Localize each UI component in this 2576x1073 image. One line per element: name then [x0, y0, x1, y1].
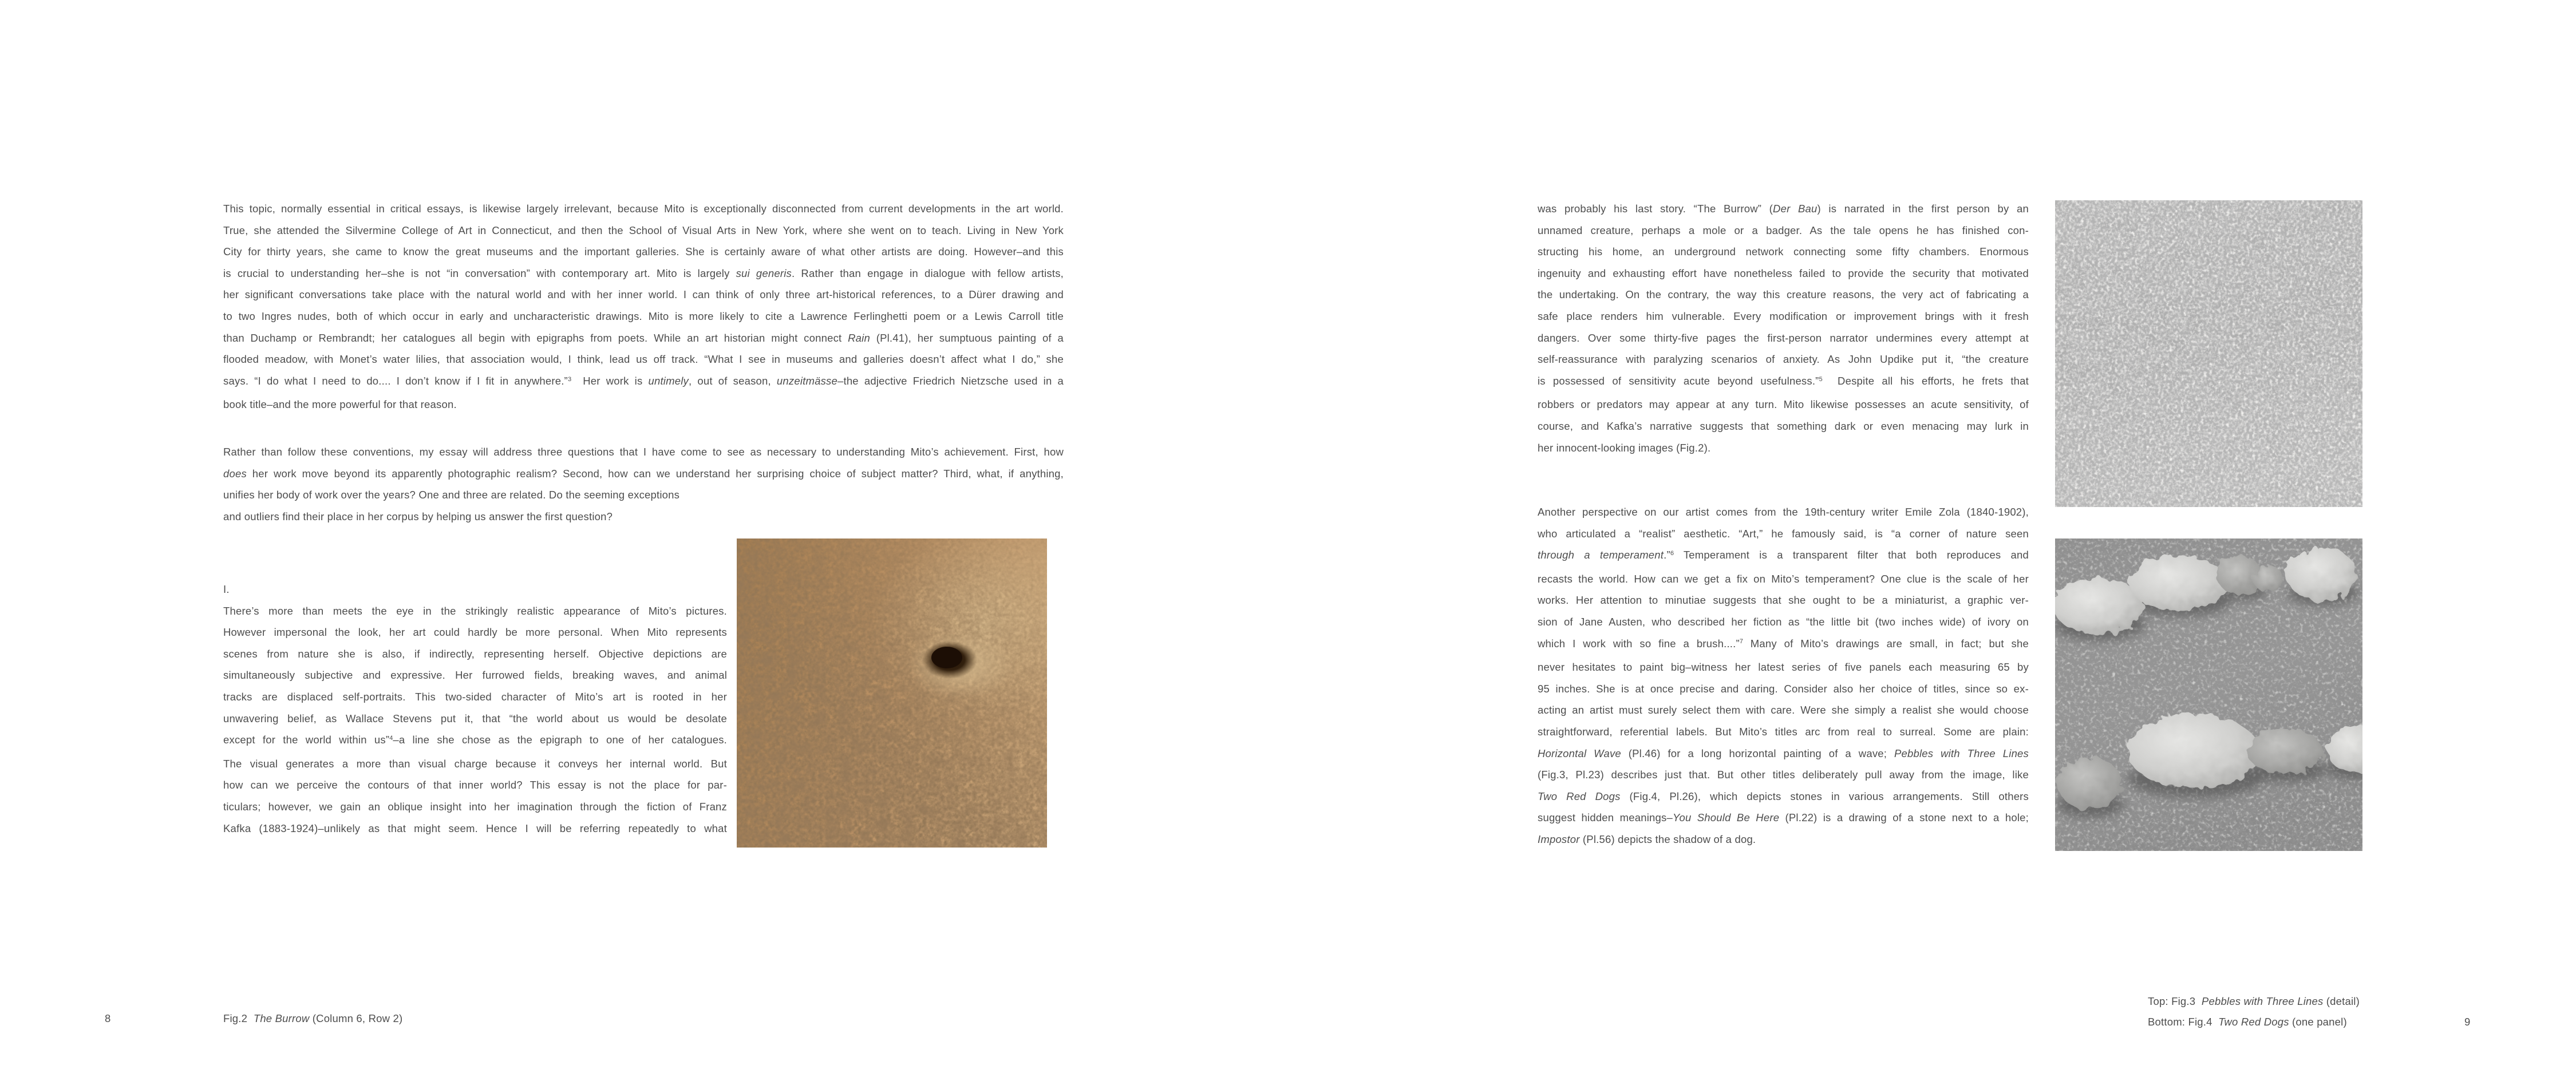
text-line: There’s more than meets the eye in the strikingly realistic appearance of Mito’s pictures.	[223, 604, 727, 617]
text-line: book title–and the more powerful for that reason.	[223, 398, 457, 411]
text-line: Horizontal Wave (Pl.46) for a long horizontal painting of a wave; Pebbles with Three Lines	[1538, 747, 2029, 759]
left-paragraph-1	[223, 198, 1064, 415]
text-line: self-reassurance with paralyzing scenarios of anxiety. As John Updike put it, “the creature	[1538, 353, 2029, 366]
text-line: and outliers find their place in her corpus by helping us answer the first question?	[223, 510, 613, 522]
page-number-right: 9	[2464, 1016, 2471, 1028]
figure-3-image	[2055, 200, 2362, 507]
left-paragraph-2-justified	[223, 441, 1064, 484]
left-section	[223, 579, 727, 839]
text-line: ticulars; however, we gain an oblique insight into her imagination through the fiction of Franz	[223, 800, 727, 813]
burrow-soil-photo	[737, 539, 1047, 848]
text-line: who articulated a “realist” aesthetic. “Art,” he famously said, is “a corner of nature seen	[1538, 527, 2029, 540]
pebbles-texture-photo	[2055, 200, 2362, 507]
text-line: Two Red Dogs (Fig.4, Pl.26), which depicts stones in various arrangements. Still others	[1538, 790, 2029, 802]
text-line: Kafka (1883-1924)–unlikely as that might seem. Hence I will be referring repeatedly to what	[223, 822, 727, 834]
text-line: does her work move beyond its apparently photographic realism? Second, how can we understand her surprising choice of subject matter? Third, what, if anything,	[223, 467, 1064, 480]
text-line: safe place renders him vulnerable. Every modification or improvement brings with it fresh	[1538, 310, 2029, 322]
text-line: Impostor (Pl.56) depicts the shadow of a dog.	[1538, 833, 1756, 845]
figure-2-caption: Fig.2 The Burrow (Column 6, Row 2)	[223, 1012, 403, 1024]
text-line: (Fig.3, Pl.23) describes just that. But other titles deliberately pull away from the image, like	[1538, 769, 2029, 781]
text-line: straightforward, referential labels. But Mito’s titles arc from real to surreal. Some are plain:	[1538, 725, 2029, 738]
text-line: unnamed creature, perhaps a mole or a badger. As the tale opens he has finished con-	[1538, 224, 2029, 236]
figure-2-image	[737, 539, 1047, 848]
text-line: However impersonal the look, her art could hardly be more personal. When Mito represents	[223, 626, 727, 639]
text-line: works. Her attention to minutiae suggests that she ought to be a miniaturist, a graphic ver-	[1538, 594, 2029, 607]
text-line: to two Ingres nudes, both of which occur in early and uncharacteristic drawings. Mito is more likely to cite a Lawrence Ferlinghetti poem or a Lewis Carroll title	[223, 310, 1064, 322]
text-line: unifies her body of work over the years? One and three are related. Do the seeming exceptions	[223, 489, 680, 501]
text-line: the undertaking. On the contrary, the way this creature reasons, the very act of fabricating a	[1538, 288, 2029, 301]
right-paragraph-2	[1538, 501, 2029, 850]
text-line: unwavering belief, as Wallace Stevens put it, that “the world about us would be desolate	[223, 712, 727, 724]
left-section-paragraph	[223, 600, 727, 840]
page-number-left: 8	[105, 1012, 111, 1024]
text-line: never hesitates to paint big–witness her latest series of five panels each measuring 65 by	[1538, 661, 2029, 674]
figure-3-caption: Top: Fig.3 Pebbles with Three Lines (detail)	[2148, 995, 2360, 1007]
text-line: through a temperament.”$^6$ Temperament is a transparent filter that both reproduces and	[1538, 549, 2029, 561]
text-line: how can we perceive the contours of that inner world? This essay is not the place for par-	[223, 779, 727, 791]
text-line: recasts the world. How can we get a fix on Mito’s temperament? One clue is the scale of her	[1538, 572, 2029, 585]
figure-4-image	[2055, 539, 2362, 851]
text-line: suggest hidden meanings–You Should Be Here (Pl.22) is a drawing of a stone next to a hole;	[1538, 811, 2029, 824]
stones-photo	[2055, 539, 2362, 851]
text-line: dangers. Over some thirty-five pages the first-person narrator undermines every attempt at	[1538, 331, 2029, 344]
right-paragraph-1	[1538, 198, 2029, 458]
text-line: This topic, normally essential in critical essays, is likewise largely irrelevant, because Mito is exceptionally disconnected from current developments in the art world.	[223, 203, 1064, 215]
text-line: ingenuity and exhausting effort have nonetheless failed to provide the security that motivated	[1538, 267, 2029, 279]
text-line: than Duchamp or Rembrandt; her catalogues all begin with epigraphs from poets. While an art historian might connect Rain (Pl.41), her sumptuous painting of a	[223, 331, 1064, 344]
text-line: sion of Jane Austen, who described her fiction as “the little bit (two inches wide) of ivory on	[1538, 615, 2029, 628]
text-line: structing his home, an underground network connecting some fifty chambers. Enormous	[1538, 246, 2029, 258]
text-line: course, and Kafka’s narrative suggests that something dark or even menacing may lurk in	[1538, 419, 2029, 432]
text-line: The visual generates a more than visual charge because it conveys her internal world. But	[223, 757, 727, 770]
text-line: except for the world within us”$^4$–a line she chose as the epigraph to one of her catalogues.	[223, 734, 727, 746]
text-line: is possessed of sensitivity acute beyond usefulness.”$^5$ Despite all his efforts, he frets that	[1538, 374, 2029, 387]
text-line: Another perspective on our artist comes from the 19th-century writer Emile Zola (1840-1902),	[1538, 506, 2029, 518]
text-line: her innocent-looking images (Fig.2).	[1538, 441, 1711, 454]
text-line: her significant conversations take place with the natural world and with her inner world. I can think of only three art-historical references, to a Dürer drawing and	[223, 288, 1064, 301]
text-line: is crucial to understanding her–she is not “in conversation” with contemporary art. Mito is largely sui generis. Rather than engage in dialogue with fellow artists,	[223, 267, 1064, 279]
figure-4-caption: Bottom: Fig.4 Two Red Dogs (one panel)	[2148, 1016, 2347, 1028]
text-line: was probably his last story. “The Burrow” (Der Bau) is narrated in the first person by an	[1538, 203, 2029, 215]
text-line: City for thirty years, she came to know the great museums and the important galleries. She is certainly aware of what other artists are doing. However–and this	[223, 246, 1064, 258]
text-line: acting an artist must surely select them with care. Were she simply a realist she would choose	[1538, 704, 2029, 716]
text-line: scenes from nature she is also, if indirectly, representing herself. Objective depictions are	[223, 647, 727, 660]
text-line: which I work with so fine a brush....”$^7$ Many of Mito’s drawings are small, in fact; but she	[1538, 637, 2029, 650]
text-line: tracks are displaced self-portraits. This two-sided character of Mito’s art is rooted in her	[223, 690, 727, 703]
text-line: True, she attended the Silvermine College of Art in Connecticut, and then the School of Visual Arts in New York, where she went on to teach. Living in New York	[223, 224, 1064, 236]
text-line: 95 inches. She is at once precise and daring. Consider also her choice of titles, since so ex-	[1538, 682, 2029, 695]
text-line: flooded meadow, with Monet’s water lilies, that association would, I think, lead us off track. “What I see in museums and galleries doesn’t affect what I do,” she	[223, 353, 1064, 366]
text-line: simultaneously subjective and expressive. Her furrowed fields, breaking waves, and animal	[223, 669, 727, 682]
section-heading: I.	[223, 583, 230, 595]
text-line: Rather than follow these conventions, my essay will address three questions that I have come to see as necessary to understanding Mito’s achievement. First, how	[223, 446, 1064, 458]
text-line: robbers or predators may appear at any turn. Mito likewise possesses an acute sensitivity, of	[1538, 398, 2029, 411]
left-paragraph-2-ragged	[223, 484, 1064, 527]
text-line: says. “I do what I need to do.... I don’t know if I fit in anywhere.”$^3$ Her work is untimely, out of season, unzeitmässe–the adjective Friedrich Nietzsche used in a	[223, 374, 1064, 387]
